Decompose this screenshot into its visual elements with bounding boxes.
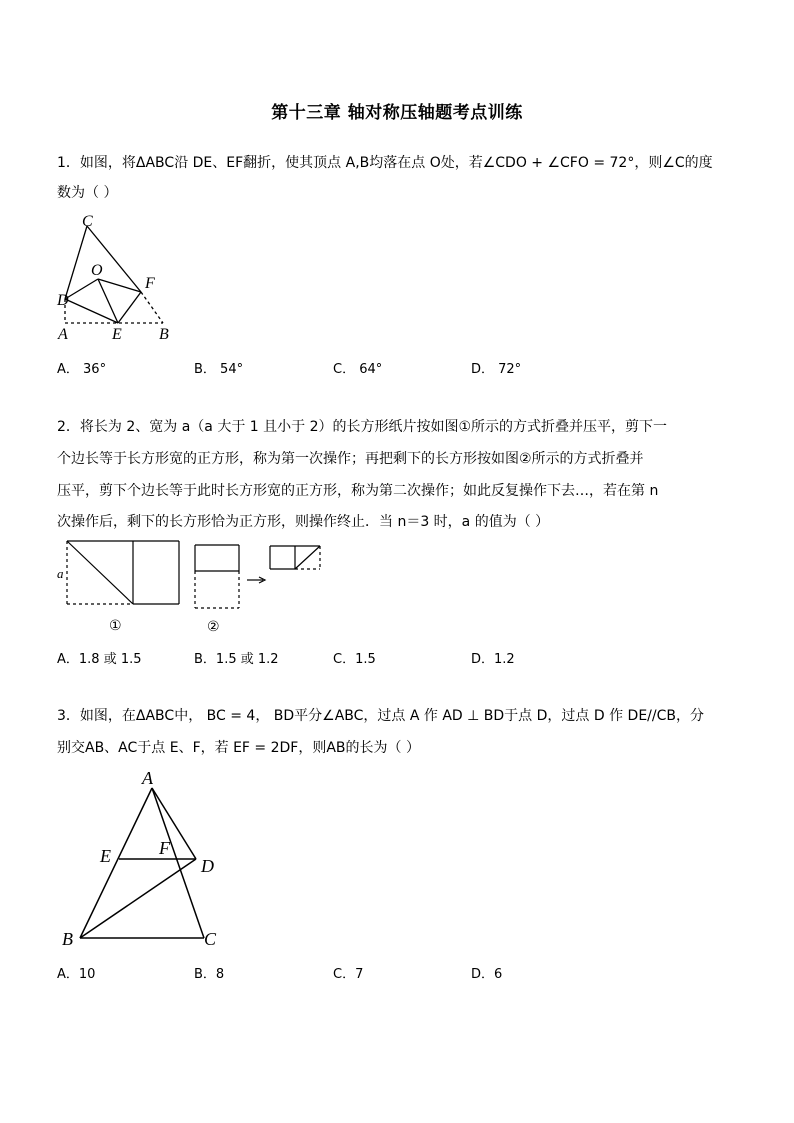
q2-option-c[interactable]: C．1.5	[333, 652, 376, 667]
q3-label-a: A	[142, 768, 153, 788]
q1-label-e: E	[112, 326, 122, 343]
q1-label-c: C	[82, 213, 93, 230]
q3-option-d[interactable]: D．6	[471, 967, 503, 982]
q1-option-c[interactable]: C． 64°	[333, 362, 383, 377]
q3-label-c: C	[204, 929, 217, 949]
page-title: 第十三章 轴对称压轴题考点训练	[271, 103, 523, 123]
q1-label-f: F	[145, 275, 155, 292]
q3-label-b: B	[62, 929, 73, 949]
q3-option-c[interactable]: C．7	[333, 967, 364, 982]
q1-figure	[55, 212, 180, 347]
q3-figure	[58, 768, 228, 950]
q2-label-a: a	[57, 566, 64, 581]
q2-text-line2: 个边长等于长方形宽的正方形，称为第一次操作；再把剩下的长方形按如图②所示的方式折叠并	[57, 451, 644, 467]
q2-text-line4: 次操作后，剩下的长方形恰为正方形，则操作终止．当 n＝3 时，a 的值为（ ）	[57, 514, 550, 530]
q2-label-fig2: ②	[207, 619, 220, 635]
q1-label-o: O	[91, 262, 103, 279]
q2-text-line1: 2．将长为 2、宽为 a（a 大于 1 且小于 2）的长方形纸片按如图①所示的方式折叠并压平，剪下一	[57, 419, 668, 435]
q2-option-d[interactable]: D．1.2	[471, 652, 515, 667]
q2-option-b[interactable]: B．1.5 或 1.2	[194, 652, 279, 667]
q2-option-a[interactable]: A．1.8 或 1.5	[57, 652, 142, 667]
q1-option-a[interactable]: A． 36°	[57, 362, 107, 377]
q2-label-fig1: ①	[109, 618, 122, 634]
q1-text-line2: 数为（ ）	[57, 185, 118, 201]
q1-option-d[interactable]: D． 72°	[471, 362, 522, 377]
q2-figure	[55, 538, 335, 636]
q1-label-d: D	[57, 292, 69, 309]
q3-text-line1: 3．如图，在ΔABC中， BC = 4， BD平分∠ABC，过点 A 作 AD ⊥ BD于点 D，过点 D 作 DE//CB，分	[57, 708, 704, 724]
q3-option-a[interactable]: A．10	[57, 967, 96, 982]
q1-option-b[interactable]: B． 54°	[194, 362, 244, 377]
q1-label-b: B	[159, 326, 169, 343]
q3-label-d: D	[201, 856, 214, 876]
q1-label-a: A	[58, 326, 68, 343]
q2-text-line3: 压平，剪下个边长等于此时长方形宽的正方形，称为第二次操作；如此反复操作下去…，若在第 n	[57, 483, 659, 499]
q3-option-b[interactable]: B．8	[194, 967, 225, 982]
q3-text-line2: 别交AB、AC于点 E、F，若 EF = 2DF，则AB的长为（ ）	[57, 740, 420, 756]
q1-text-line1: 1．如图，将ΔABC沿 DE、EF翻折，使其顶点 A,B均落在点 O处，若∠CDO + ∠CFO = 72°，则∠C的度	[57, 155, 713, 171]
q3-label-f: F	[159, 838, 170, 858]
q3-label-e: E	[100, 846, 111, 866]
